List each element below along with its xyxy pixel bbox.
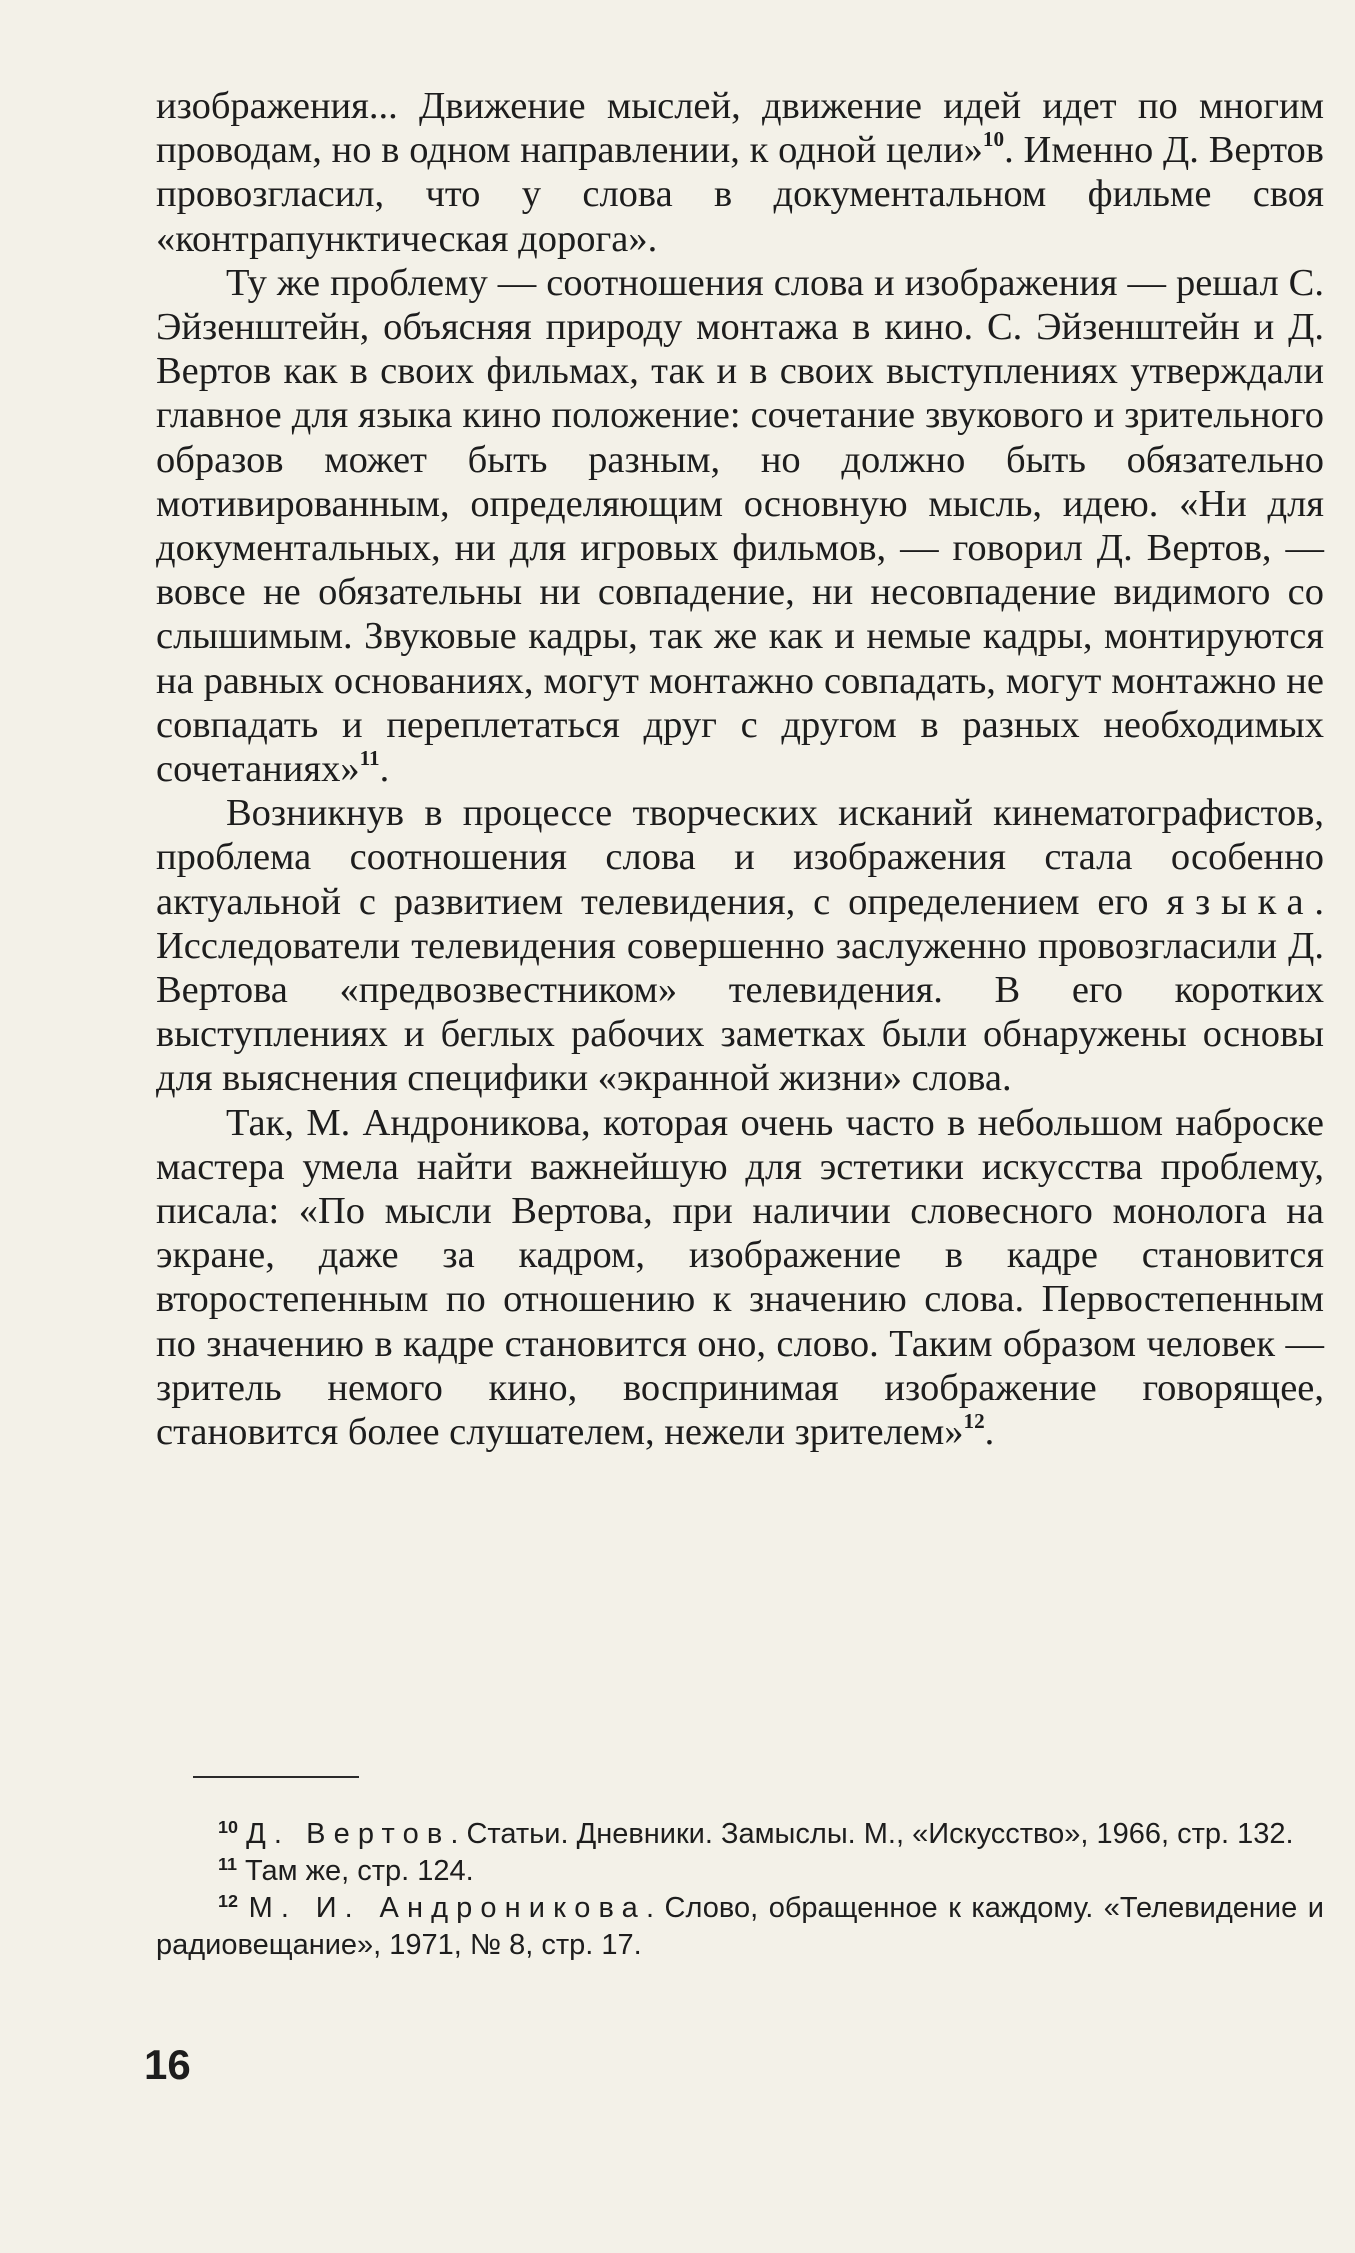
footnote — [156, 1890, 1324, 1964]
paragraph — [156, 791, 1324, 1100]
footnote-ref: 12 — [218, 1891, 238, 1912]
text-run: . Статьи. Дневники. Замыслы. М., «Искусство», 1966, стр. 132. — [450, 1818, 1294, 1850]
footnote-ref: 12 — [963, 1409, 985, 1434]
spaced-text: языка — [1166, 880, 1315, 923]
footnote-ref: 11 — [218, 1854, 237, 1875]
spaced-text: М. И. Андроникова — [248, 1892, 646, 1924]
text-run: Так, М. Андроникова, которая очень часто в небольшом наброске мастера умела найти важнейшую для эстетики искусства проблему, писала: «По мысли Вертова, при наличии словесного монолога на экране, даже за кадром, изображение в кадре становится второстепенным по отношению к значению слова. Первостепенным по значению в кадре становится оно, слово. Таким образом человек — зритель немого кино, воспринимая изображение говорящее, становится более слушателем, нежели зрителем» — [156, 1101, 1324, 1454]
text-run — [238, 1892, 249, 1924]
text-run: . Слово, обращенное к каждому. «Телевидение и радиовещание», 1971, № 8, стр. 17. — [156, 1892, 1324, 1961]
page-number: 16 — [144, 2041, 191, 2088]
footnote-ref: 11 — [359, 746, 380, 771]
spaced-text: Д. Вертов — [246, 1818, 451, 1850]
text-run: Ту же проблему — соотношения слова и изображения — решал С. Эйзенштейн, объясняя природу монтажа в кино. С. Эйзенштейн и Д. Вертов как в своих фильмах, так и в своих выступлениях утверждали главное для языка кино положение: сочетание звукового и зрительного образов может быть разным, но должно быть обязательно мотивированным, определяющим основную мысль, идею. «Ни для документальных, ни для игровых фильмов, — говорил Д. Вертов, — вовсе не обязательны ни совпадение, ни несовпадение видимого со слышимым. Звуковые кадры, так же как и немые кадры, монтируются на равных основаниях, могут монтажно совпадать, могут монтажно не совпадать и переплетаться друг с другом в разных необходимых сочетаниях» — [156, 261, 1324, 791]
text-run: изображения... Движение мыслей, движение идей идет по многим проводам, но в одном направлении, к одной цели» — [156, 85, 1324, 172]
footnotes — [156, 1816, 1324, 1964]
footnote-ref: 10 — [982, 127, 1005, 152]
text-run: . — [984, 1411, 995, 1454]
footnote-ref: 10 — [218, 1817, 238, 1838]
text-run: . — [379, 748, 390, 791]
text-run: . Исследователи телевидения совершенно заслуженно провозгласили Д. Вертова «предвозвестником» телевидения. В его коротких выступлениях и беглых рабочих заметках были обнаружены основы для выяснения специфики «экранной жизни» слова. — [156, 880, 1324, 1100]
paragraph — [156, 261, 1324, 791]
paragraph — [156, 84, 1324, 261]
paragraph — [156, 1101, 1324, 1455]
footnote — [156, 1853, 1324, 1890]
text-run: Там же, стр. 124. — [237, 1855, 474, 1887]
main-text — [156, 84, 1324, 1454]
text-run: Возникнув в процессе творческих исканий кинематографистов, проблема соотношения слова и изображения стала особенно актуальной с развитием телевидения, с определением его — [156, 792, 1324, 923]
footnote-separator — [193, 1776, 359, 1778]
footnote — [156, 1816, 1324, 1853]
text-run: . Именно Д. Вертов провозгласил, что у слова в документальном фильме своя «контрапунктическая дорога». — [156, 129, 1324, 260]
text-run — [238, 1818, 246, 1850]
